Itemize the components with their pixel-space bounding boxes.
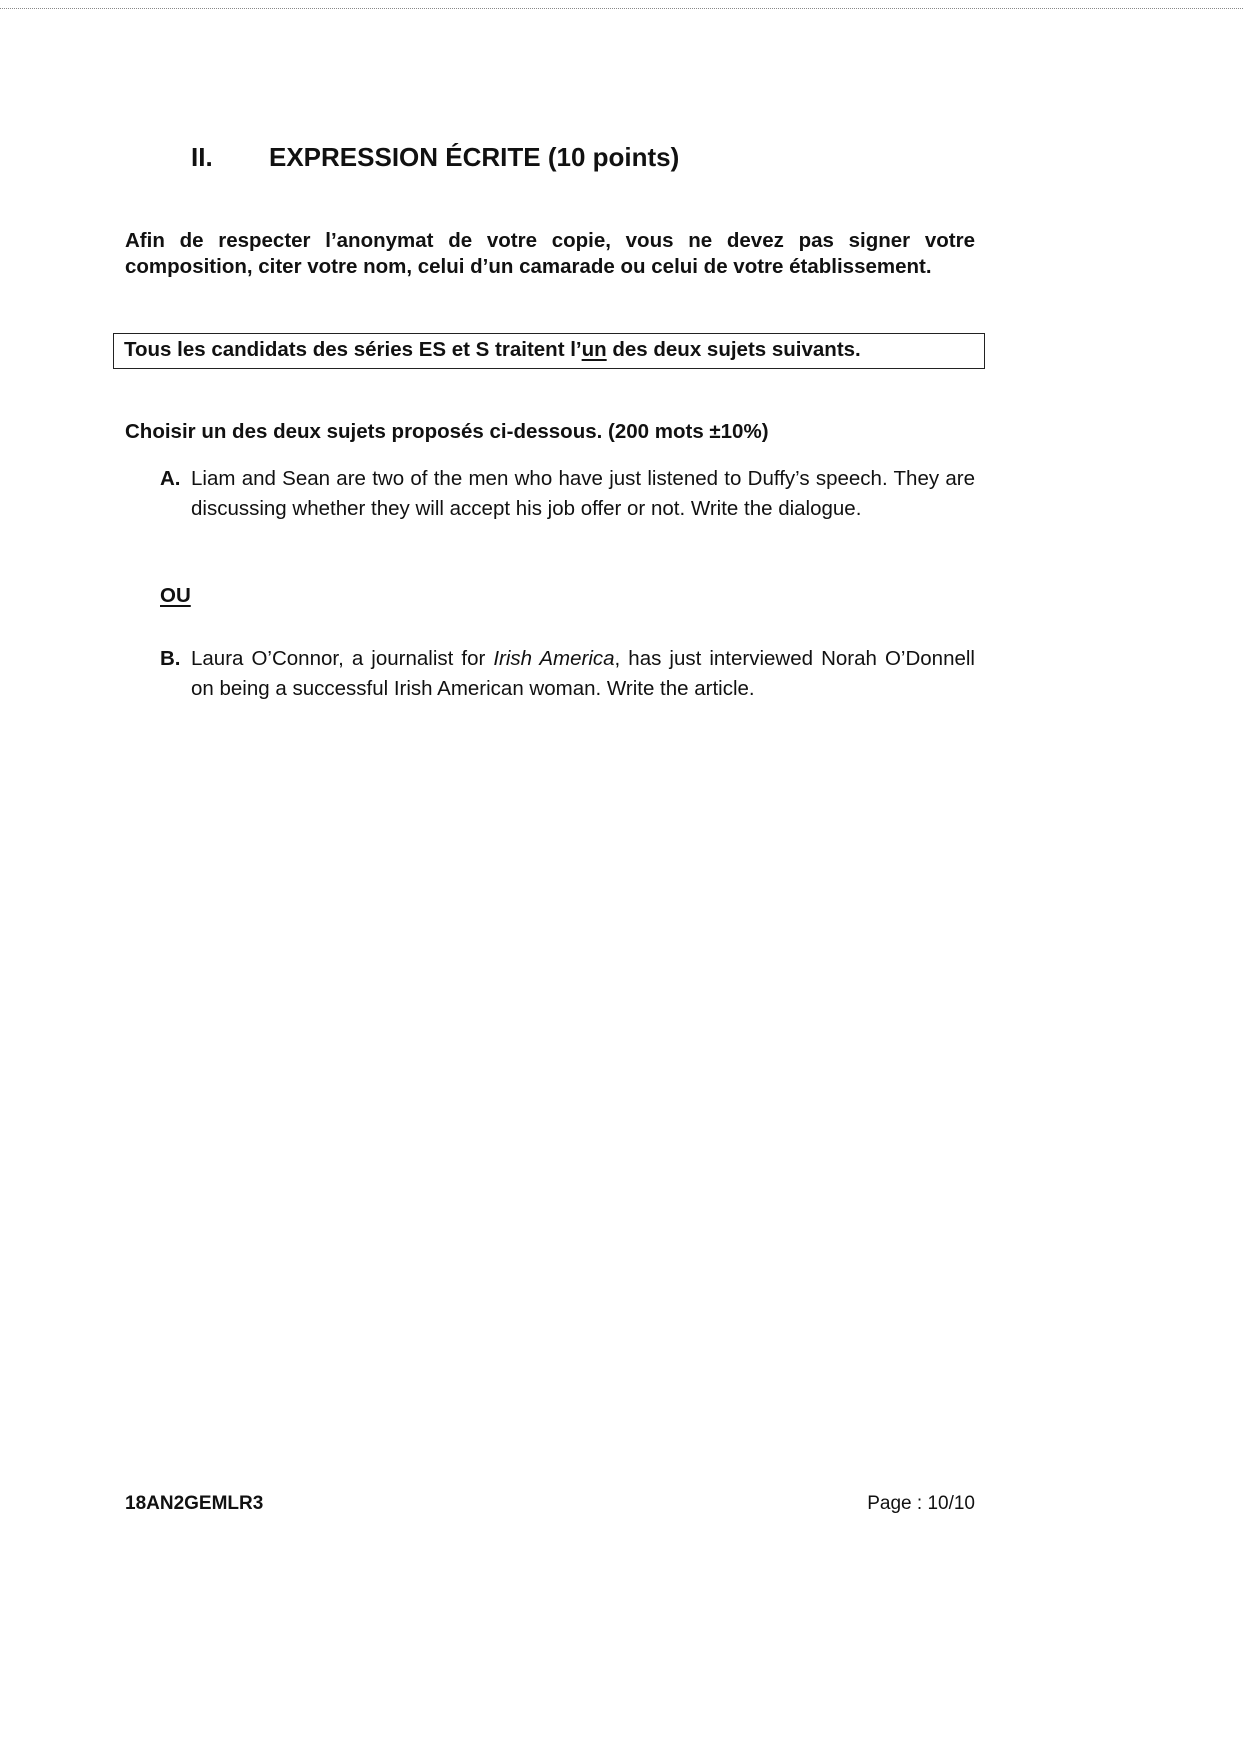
subject-b	[160, 644, 975, 704]
subject-a	[160, 464, 975, 524]
page-number: Page : 10/10	[867, 1493, 975, 1514]
box-notice-underlined: un	[581, 338, 607, 361]
exam-code: 18AN2GEMLR3	[125, 1493, 264, 1514]
or-label: OU	[160, 584, 191, 607]
magazine-title: Irish America	[493, 647, 615, 670]
scan-edge-line	[0, 8, 1243, 9]
subject-b-letter: B.	[160, 647, 181, 670]
subject-a-letter: A.	[160, 467, 181, 490]
subject-b-text-end: , has just interviewed Norah O’Donnell on being a successful Irish American woman. Write the article.	[191, 647, 975, 700]
box-notice-end: des deux sujets suivants.	[606, 338, 861, 361]
anonymity-notice: Afin de respecter l’anonymat de votre copie, vous ne devez pas signer votre composition, citer votre nom, celui d’un camarade ou celui de votre établissement.	[125, 229, 975, 278]
section-heading	[191, 142, 679, 173]
section-number: II.	[191, 142, 213, 172]
subject-b-text-start: Laura O’Connor, a journalist for	[191, 647, 494, 670]
subject-a-text: Liam and Sean are two of the men who have just listened to Duffy’s speech. They are discussing whether they will accept his job offer or not. Write the dialogue.	[191, 467, 975, 520]
section-title: EXPRESSION ÉCRITE (10 points)	[269, 142, 680, 172]
candidates-notice-box	[113, 333, 985, 369]
subject-b-text	[191, 644, 975, 704]
box-notice-start: Tous les candidats des séries ES et S traitent l’	[124, 338, 582, 361]
instruction-text: Choisir un des deux sujets proposés ci-dessous. (200 mots ±10%)	[125, 420, 769, 443]
